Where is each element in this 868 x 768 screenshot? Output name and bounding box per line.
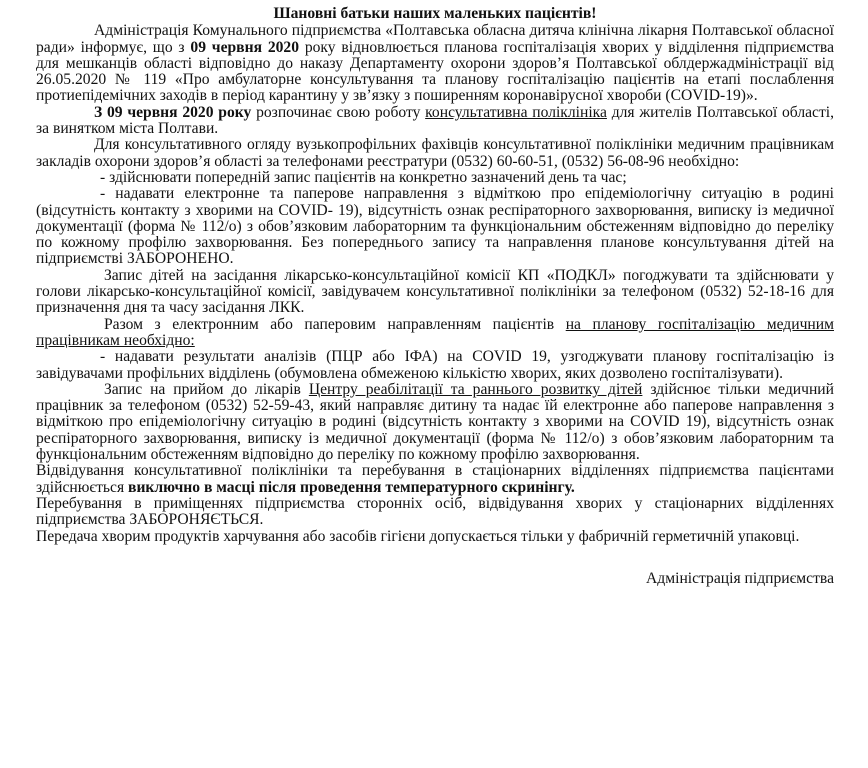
bold-mask-rule: виключно в масці після проведення температурного скринінгу.: [128, 478, 575, 496]
paragraph-clinic-opening: [36, 105, 834, 138]
paragraph-mask-rule: [36, 463, 834, 496]
list-item-appointment: - здійснювати попередній запис пацієнтів на конкретно зазначений день та час;: [100, 168, 627, 186]
text: здійснює тільки медичний працівник за телефоном (0532) 52-59-43, який направляє дитину та надає їй електронне або паперове направлення з відміткою про епідеміологічну ситуацію в родині (відсутність контакту з хворими на COVID 19), відсутність ознак респіраторного захворювання, виписку із медичної документації (форма № 112/о) з обов’язковим лабораторним та функціональним обстеженням відповідно до переліку по кожному профілю захворювання.: [36, 380, 834, 464]
paragraph-resumption: [36, 23, 834, 104]
underlined-clinic: консультативна поліклініка: [425, 103, 607, 121]
paragraph-hospitalization: [36, 317, 834, 350]
underlined-hospitalization: на планову госпіталізацію медичним працівникам необхідно:: [36, 315, 834, 349]
signature: Адміністрація підприємства: [646, 569, 834, 587]
list-item-referral: - надавати електронне та паперове направлення з відміткою про епідеміологічну ситуацію в родині (відсутність контакту з хворими на COVID- 19), відсутність ознак респіраторного захворювання, виписку із медичної документації (форма № 112/о) з обов’язковим лабораторним та функціональним обстеженням відповідно до переліку по кожному профілю захворювання. Без попереднього запису та направлення планове консультування дітей на підприємстві ЗАБОРОНЕНО.: [36, 185, 834, 268]
paragraph-rehabilitation: [36, 382, 834, 463]
paragraph-commission: Запис дітей на засідання лікарсько-консультаційної комісії КП «ПОДКЛ» погоджувати та здійснювати у голови лікарсько-консультаційної комісії, завідувачем консультативної поліклініки за телефоном (0532) 52-18-16 для призначення дня та часу засідання ЛКК.: [36, 266, 834, 317]
underlined-rehab-center: Центру реабілітації та раннього розвитку дітей: [308, 380, 643, 398]
text: розпочинає свою роботу: [251, 103, 426, 121]
list-item-tests: - надавати результати аналізів (ПЦР або ІФА) на COVID 19, узгоджувати планову госпіталізацію із завідувачами профільних відділень (обумовлена обмеженою кількістю хворих, яких дозволено госпіталізувати).: [36, 348, 834, 382]
text: для жителів Полтавської області, за винятком міста Полтави.: [36, 103, 834, 138]
paragraph-visitors-ban: Перебування в приміщеннях підприємства сторонніх осіб, відвідування хворих у стаціонарних відділеннях підприємства ЗАБОРОНЯЄТЬСЯ.: [36, 494, 834, 529]
text: Адміністрація Комунального підприємства «Полтавська обласна дитяча клінічна лікарня Полтавської обласної ради» інформує, що з: [36, 22, 834, 56]
paragraph-consultation-requirements: Для консультативного огляду вузькопрофільних фахівців консультативної поліклініки медичним працівникам закладів охорони здоров’я області за телефонами реєстратури (0532) 60-60-51, (0532) 56-08-96 необхідно:: [36, 136, 834, 170]
document-title: Шановні батьки наших маленьких пацієнтів!: [273, 5, 597, 22]
bold-date: З 09 червня 2020 року: [94, 103, 252, 121]
paragraph-food-rule: Передача хворим продуктів харчування або засобів гігієни допускається тільки у фабричній герметичній упаковці.: [36, 527, 800, 545]
text: Запис на прийом до лікарів: [104, 380, 309, 398]
text: року відновлюється планова госпіталізація хворих у відділення підприємства для мешканців області відповідно до наказу Департаменту охорони здоров’я Полтавської облдержадміністрації від 26.05.2020 № 119 «Про амбулаторне консультування та планову госпіталізацію пацієнтів на етапі послаблення протиепідемічних заходів в період карантину у зв’язку з поширенням коронавірусної хвороби (COVID-19)».: [36, 38, 835, 105]
text: Відвідування консультативної поліклініки та перебування в стаціонарних відділеннях підприємства пацієнтами здійснюється: [36, 462, 834, 496]
text: Разом з електронним або паперовим направленням пацієнтів: [104, 315, 566, 333]
bold-date: 09 червня 2020: [190, 38, 300, 56]
